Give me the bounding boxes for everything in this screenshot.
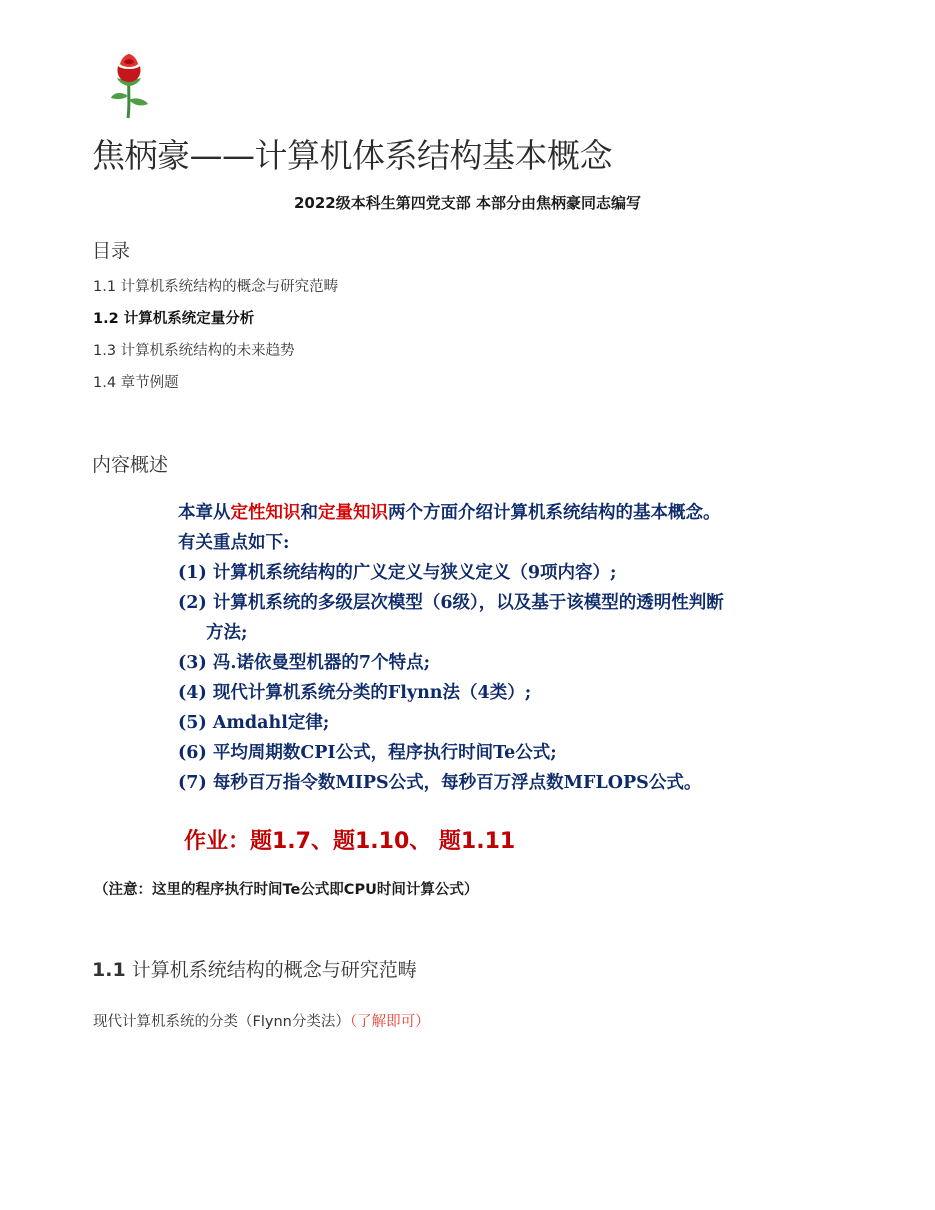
toc-item-1-4[interactable]: 1.4 章节例题 <box>93 375 179 391</box>
key-point-2-cont: 方法; <box>206 623 248 643</box>
key-point-2: (2) 计算机系统的多级层次模型（6级），以及基于该模型的透明性判断 <box>178 593 724 613</box>
toc-item-1-1[interactable]: 1.1 计算机系统结构的概念与研究范畴 <box>93 279 339 295</box>
key-point-6: (6) 平均周期数CPI公式，程序执行时间Te公式; <box>178 743 557 763</box>
toc-item-1-2[interactable]: 1.2 计算机系统定量分析 <box>93 311 255 327</box>
intro-text-2: 和 <box>300 503 318 523</box>
overview-heading: 内容概述 <box>92 454 169 476</box>
section-heading <box>92 955 417 982</box>
homework-label: 作业：题1.7、题1.10、 题1.11 <box>184 829 516 854</box>
section-paragraph <box>93 1010 430 1031</box>
note-text: （注意：这里的程序执行时间Te公式即CPU时间计算公式） <box>94 882 479 898</box>
page-title: 焦柄豪——计算机体系结构基本概念 <box>92 136 612 175</box>
key-point-7: (7) 每秒百万指令数MIPS公式，每秒百万浮点数MFLOPS公式。 <box>178 773 702 793</box>
toc-item-1-3[interactable]: 1.3 计算机系统结构的未来趋势 <box>93 343 295 359</box>
key-point-5: (5) Amdahl定律; <box>178 713 330 733</box>
intro-line <box>178 498 778 528</box>
key-point-3: (3) 冯.诺依曼型机器的7个特点; <box>178 653 431 673</box>
overview-slide <box>178 498 778 798</box>
intro-highlight-qualitative: 定性知识 <box>230 503 301 523</box>
key-points-label: 有关重点如下: <box>178 533 290 553</box>
rose-icon <box>106 52 152 120</box>
key-point-4: (4) 现代计算机系统分类的Flynn法（4类）; <box>178 683 532 703</box>
page-subtitle: 2022级本科生第四党支部 本部分由焦柄豪同志编写 <box>294 194 641 212</box>
intro-text-3: 两个方面介绍计算机系统结构的基本概念。 <box>388 503 721 523</box>
section-title: 计算机系统结构的概念与研究范畴 <box>125 959 417 981</box>
toc-heading: 目录 <box>92 240 131 262</box>
intro-highlight-quantitative: 定量知识 <box>318 503 388 523</box>
intro-text-1: 本章从 <box>178 503 231 523</box>
section-number: 1.1 <box>92 959 126 981</box>
paragraph-hint: （了解即可） <box>349 1013 430 1030</box>
table-of-contents <box>93 276 338 404</box>
key-point-1: (1) 计算机系统结构的广义定义与狭义定义（9项内容）; <box>178 563 617 583</box>
paragraph-text: 现代计算机系统的分类（Flynn分类法） <box>93 1013 350 1030</box>
